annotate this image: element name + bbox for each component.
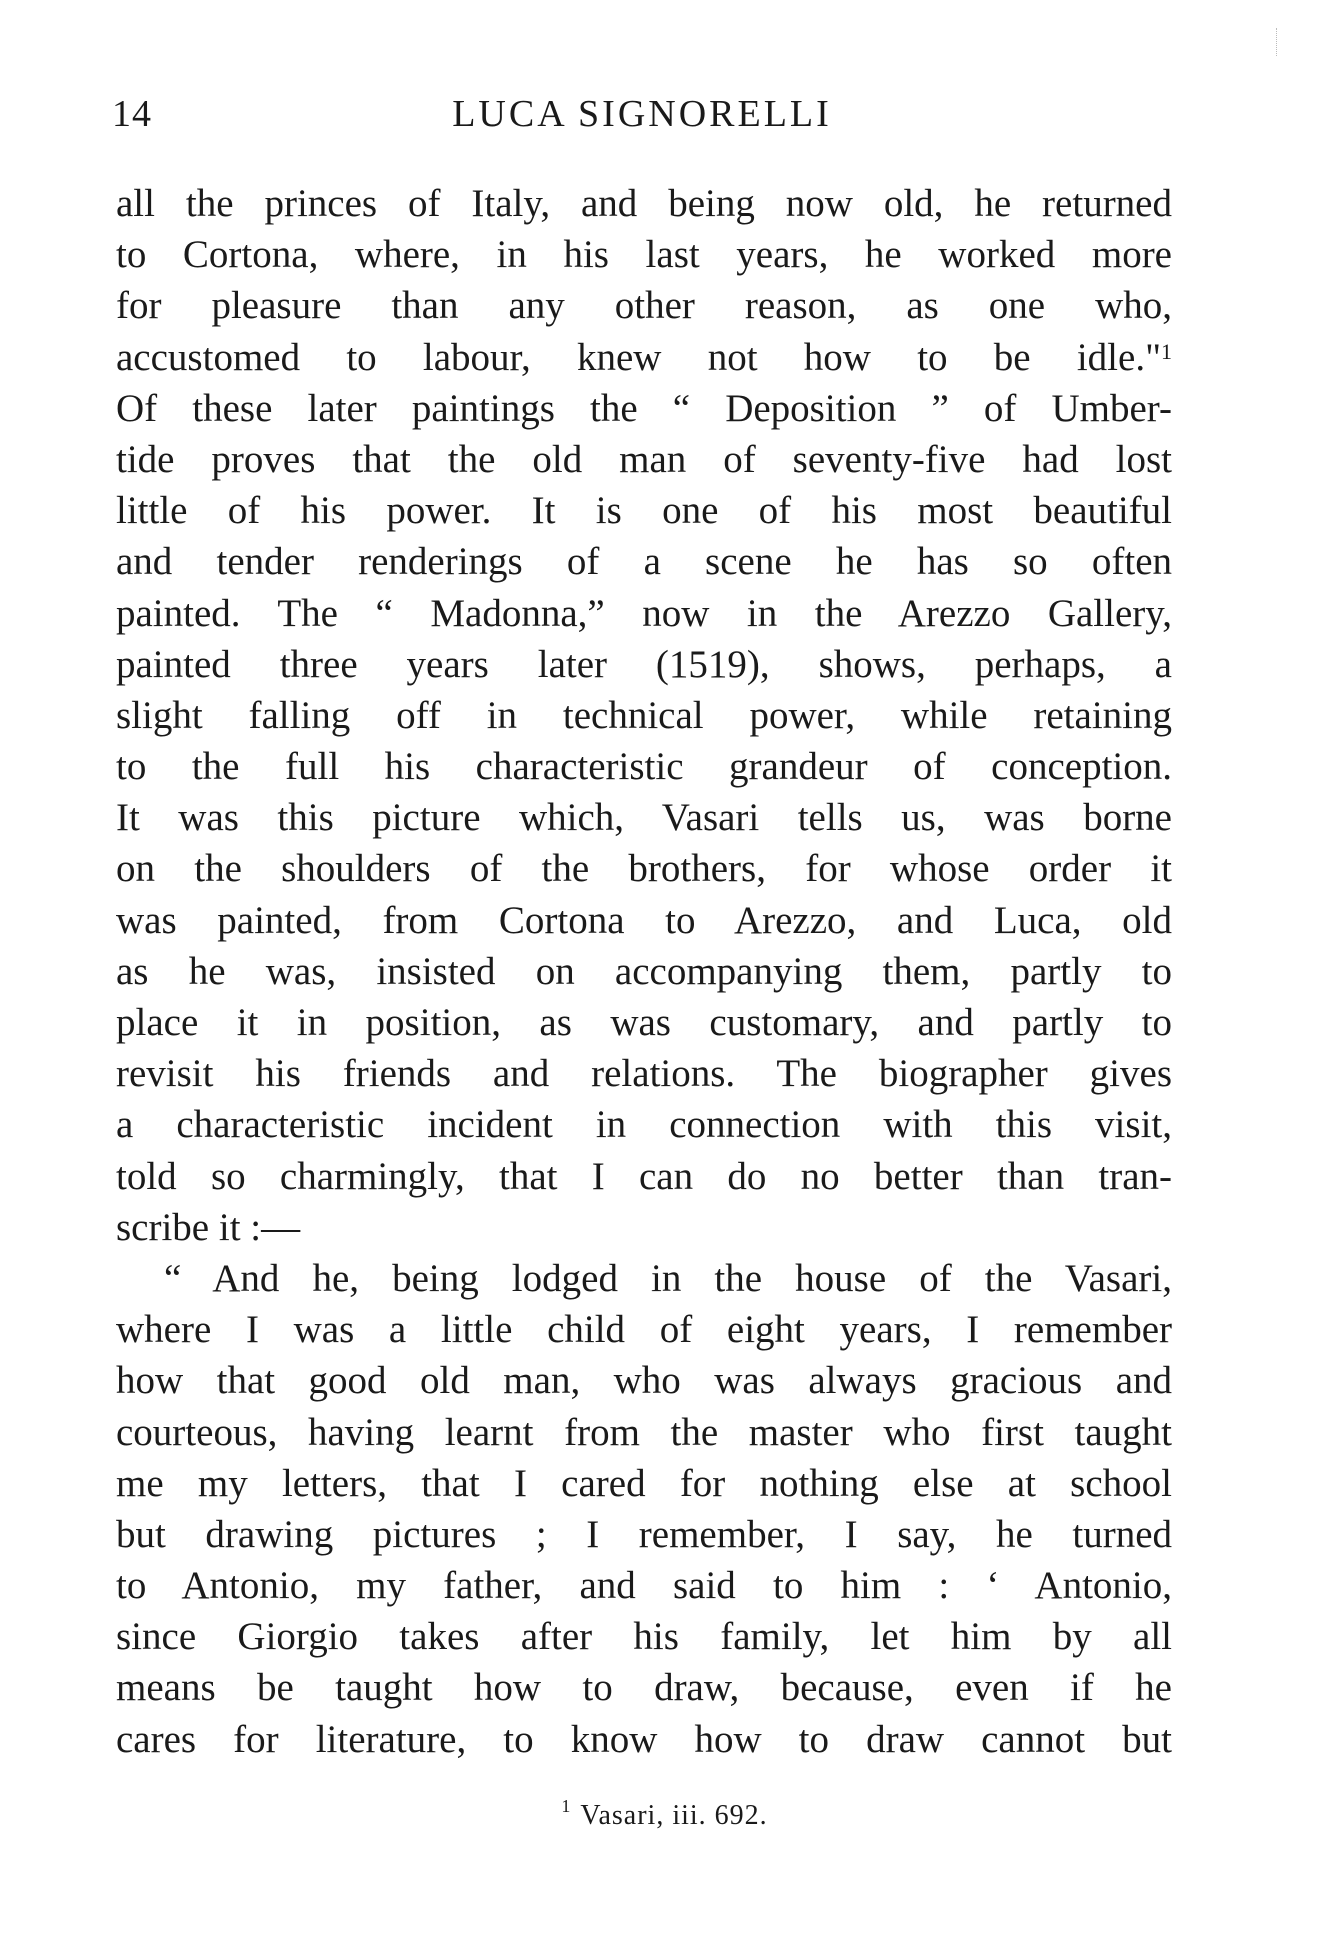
footnote-marker: 1	[561, 1796, 571, 1816]
text-line-content: to the full his characteristic grandeur of conception.	[116, 745, 1172, 789]
text-line	[116, 792, 1172, 843]
text-line	[116, 229, 1172, 280]
running-head: LUCA SIGNORELLI	[452, 93, 832, 135]
text-line	[116, 1151, 1172, 1202]
text-line-content: for pleasure than any other reason, as one who,	[116, 284, 1172, 328]
text-line-content: accustomed to labour, knew not how to be idle."	[116, 335, 1161, 379]
text-line	[116, 997, 1172, 1048]
text-line-content: told so charmingly, that I can do no better than tran-	[116, 1154, 1172, 1198]
text-line-content: how that good old man, who was always gracious and	[116, 1359, 1172, 1403]
text-line-content: me my letters, that I cared for nothing else at school	[116, 1461, 1172, 1505]
text-line	[116, 895, 1172, 946]
text-line-content: It was this picture which, Vasari tells us, was borne	[116, 796, 1172, 840]
text-line-content: since Giorgio takes after his family, let him by all	[116, 1615, 1172, 1659]
text-line	[116, 1048, 1172, 1099]
text-line-content: cares for literature, to know how to draw cannot but	[116, 1717, 1172, 1761]
text-line-content: all the princes of Italy, and being now old, he returned	[116, 182, 1172, 225]
text-line	[116, 434, 1172, 485]
text-line	[116, 946, 1172, 997]
text-line	[116, 639, 1172, 690]
text-line	[116, 1355, 1172, 1406]
text-line	[116, 588, 1172, 639]
text-line	[116, 1560, 1172, 1611]
text-line-content: place it in position, as was customary, and partly to	[116, 1001, 1172, 1044]
text-line	[116, 383, 1172, 434]
footnote-text: Vasari, iii. 692.	[580, 1800, 768, 1831]
page-number: 14	[112, 93, 152, 135]
text-line-content: but drawing pictures ; I remember, I say, he turned	[116, 1512, 1172, 1556]
text-line-content: little of his power. It is one of his most beautiful	[116, 489, 1172, 533]
text-line	[116, 1611, 1172, 1662]
text-line	[116, 332, 1172, 383]
text-line	[116, 1202, 1172, 1253]
text-line-content: to Cortona, where, in his last years, he worked more	[116, 233, 1172, 277]
text-line	[116, 741, 1172, 792]
text-line	[116, 1714, 1172, 1765]
text-line-content: tide proves that the old man of seventy-five had lost	[116, 437, 1172, 481]
text-line-content: a characteristic incident in connection with this visit,	[116, 1103, 1172, 1147]
text-line-content: painted three years later (1519), shows, perhaps, a	[116, 642, 1172, 686]
text-line-content: as he was, insisted on accompanying them, partly to	[116, 949, 1172, 993]
page-header	[112, 92, 1172, 152]
text-line-content: revisit his friends and relations. The biographer gives	[116, 1052, 1172, 1096]
text-line	[116, 1407, 1172, 1458]
text-line-content: courteous, having learnt from the master who first taught	[116, 1410, 1172, 1454]
text-line-content: painted. The “ Madonna,” now in the Arezzo Gallery,	[116, 591, 1172, 635]
text-line	[116, 1509, 1172, 1560]
text-line	[116, 1253, 1172, 1304]
body-text	[116, 178, 1172, 1765]
text-line	[116, 690, 1172, 741]
text-line-content: slight falling off in technical power, while retaining	[116, 693, 1172, 737]
text-line-content: “ And he, being lodged in the house of the Vasari,	[164, 1256, 1172, 1300]
text-line-content: scribe it :—	[116, 1205, 301, 1249]
text-line-content: was painted, from Cortona to Arezzo, and Luca, old	[116, 898, 1172, 942]
text-line	[116, 485, 1172, 536]
text-line	[116, 1458, 1172, 1509]
text-line	[116, 536, 1172, 587]
text-line-content: to Antonio, my father, and said to him : ‘ Antonio,	[116, 1564, 1172, 1608]
text-line	[116, 280, 1172, 331]
text-line	[116, 1304, 1172, 1355]
text-line	[116, 1662, 1172, 1713]
text-line	[116, 1099, 1172, 1150]
text-line-content: on the shoulders of the brothers, for whose order it	[116, 847, 1172, 891]
text-line-content: means be taught how to draw, because, even if he	[116, 1666, 1172, 1710]
text-line-content: where I was a little child of eight years, I remember	[116, 1308, 1172, 1352]
text-line	[116, 178, 1172, 229]
page-speck	[1276, 28, 1279, 56]
text-line-content: and tender renderings of a scene he has so often	[116, 540, 1172, 584]
footnote	[0, 1796, 1329, 1832]
text-line-content: Of these later paintings the “ Deposition ” of Umber-	[116, 386, 1172, 430]
footnote-reference: 1	[1161, 338, 1172, 364]
text-line	[116, 843, 1172, 894]
